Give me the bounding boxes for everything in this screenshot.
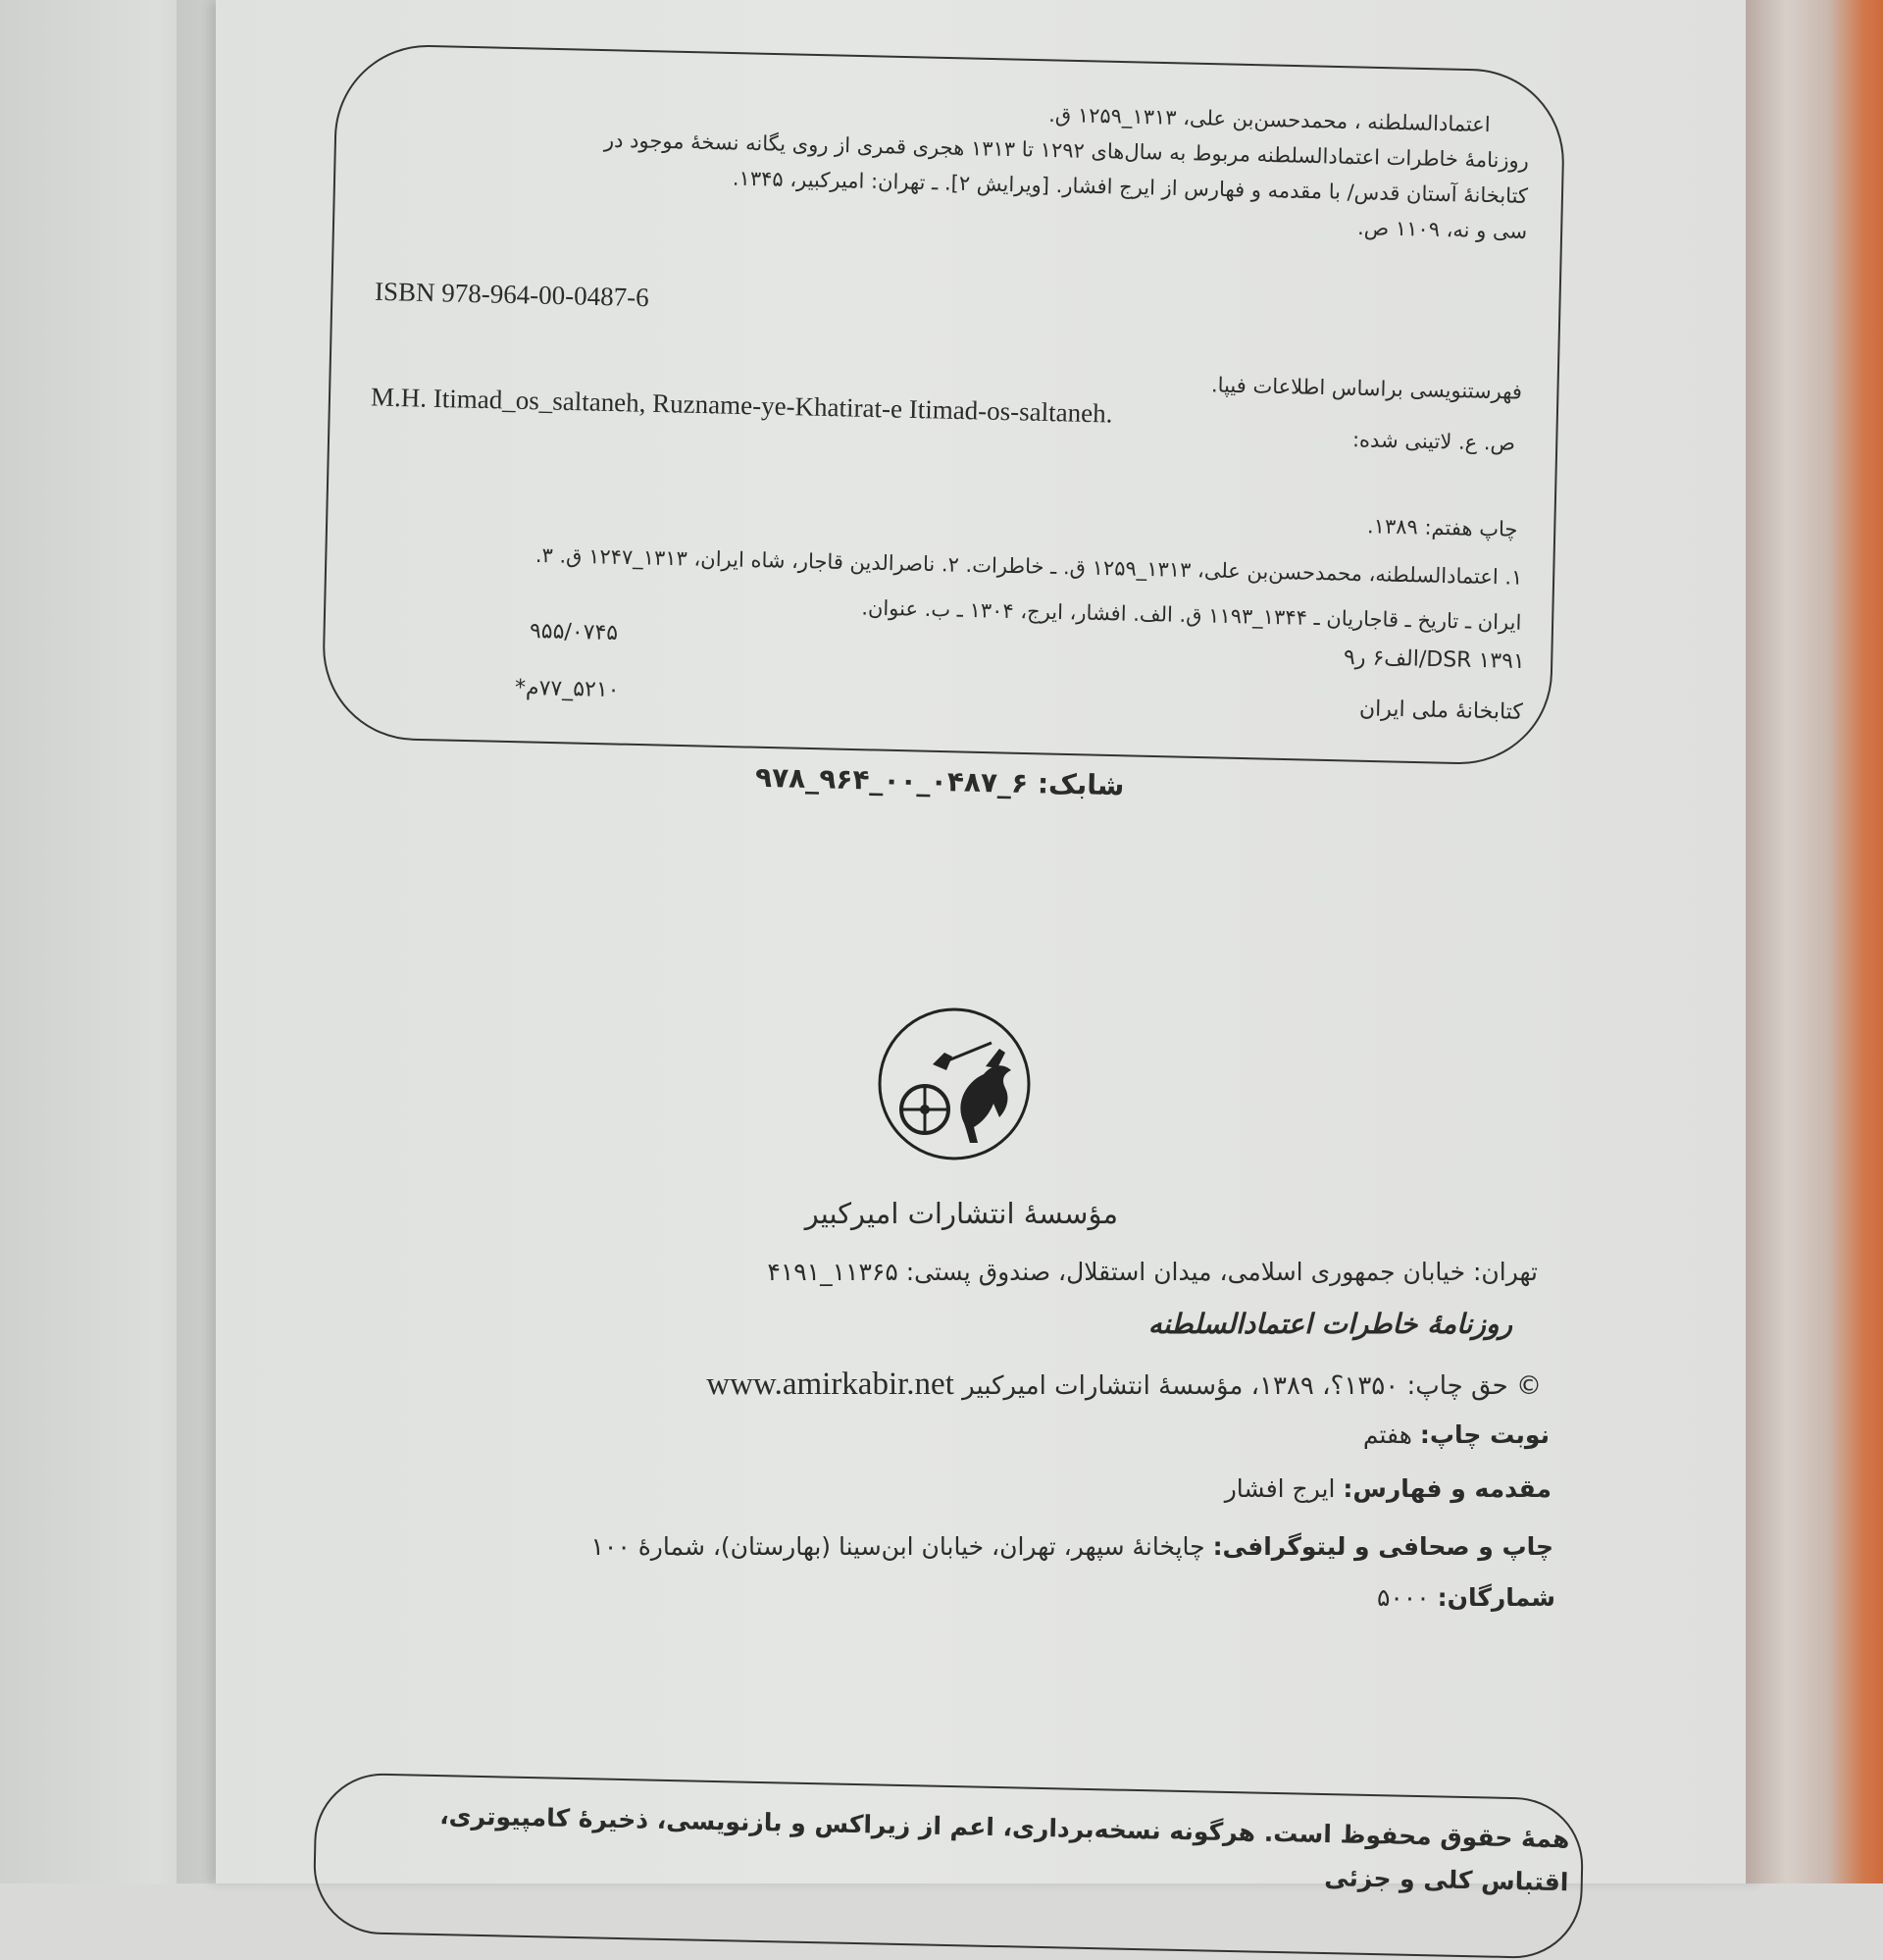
latin-title: M.H. Itimad_os_saltaneh, Ruzname-ye-Khatirat-e Itimad-os-saltaneh. [370,382,1113,429]
cip-title-line-1: روزنامهٔ خاطرات اعتمادالسلطنه مربوط به سال‌های ۱۲۹۲ تا ۱۳۱۳ هجری قمری از روی یگانه نسخهٔ موجود در [603,128,1530,173]
page-gutter-shadow [177,0,216,1883]
intro-value: ایرج افشار [1224,1474,1336,1503]
rights-line-2: اقتباس کلی و جزئی [1323,1863,1569,1897]
print-label: چاپ و صحافی و لیتوگرافی: [1212,1532,1553,1561]
print-run-value: ۵۰۰۰ [1376,1583,1430,1612]
intro-label: مقدمه و فهارس: [1343,1474,1552,1503]
copyright-line [706,1367,1542,1403]
publisher-address: تهران: خیابان جمهوری اسلامی، میدان استقلال، صندوق پستی: ۱۱۳۶۵_۴۱۹۱ [767,1258,1538,1286]
cip-header-block [350,81,1530,249]
publisher-name: مؤسسهٔ انتشارات امیرکبیر [804,1197,1118,1230]
library-name: کتابخانهٔ ملی ایران [1358,696,1524,725]
dewey-number: ۹۵۵/۰۷۴۵ [529,618,619,646]
fipa-note: فهرستنویسی براساس اطلاعات فیپا. [1210,373,1523,404]
cip-title-line-2: کتابخانهٔ آستان قدس/ با مقدمه و فهارس از ایرج افشار. [ویرایش ۲]. ـ تهران: امیرکبیر، ۱۳۴۵. [732,166,1529,208]
cip-author-line: اعتمادالسلطنه ، محمدحسن‌بن علی، ۱۳۱۳_۱۲۵۹ ق. [1047,102,1491,137]
edition-label: نوبت چاپ: [1419,1420,1550,1449]
subjects-line-1: ۱. اعتمادالسلطنه، محمدحسن‌بن علی، ۱۳۱۳_۱۲۵۹ ق. ـ خاطرات. ۲. ناصرالدین قاجار، شاه ایران، ۱۳۱۳_۱۲۴۷ ق. ۳. [534,542,1523,590]
edition-value: هفتم [1362,1420,1412,1449]
edition-info [1363,1420,1550,1449]
latin-title-label: ص. ع. لاتینی شده: [1351,428,1516,455]
intro-info [1225,1474,1552,1503]
rights-line-1: همهٔ حقوق محفوظ است. هرگونه نسخه‌برداری، اعم از زیراکس و بازنویسی، ذخیرهٔ کامپیوتری، [438,1801,1570,1854]
print-run-info [1377,1583,1555,1612]
national-number: ۵۲۱۰_۷۷م* [514,675,620,703]
book-cover-edge [1746,0,1883,1883]
cip-pages-line: سی و نه، ۱۱۰۹ ص. [1356,216,1528,243]
book-title: روزنامهٔ خاطرات اعتمادالسلطنه [1147,1308,1512,1340]
publisher-website: www.amirkabir.net [706,1367,954,1402]
amirkabir-chariot-logo-icon [876,1006,1033,1162]
edition-line: چاپ هفتم: ۱۳۸۹. [1366,514,1518,542]
subjects-line-2: ایران ـ تاریخ ـ قاجاریان ـ ۱۳۴۴_۱۱۹۳ ق. الف. افشار، ایرج، ۱۳۰۴ ـ ب. عنوان. [861,595,1522,635]
print-value: چاپخانهٔ سپهر، تهران، خیابان ابن‌سینا (بهارستان)، شمارهٔ ۱۰۰ [590,1532,1205,1561]
isbn-latin: ISBN 978-964-00-0487-6 [374,276,650,313]
lc-number: DSR ۱۳۹۱/الف۶ ر۹ [1343,645,1526,675]
copyright-text: © حق چاپ: ۱۳۵۰؟، ۱۳۸۹، مؤسسهٔ انتشارات امیرکبیر [962,1371,1542,1401]
print-info [590,1532,1553,1561]
print-run-label: شمارگان: [1437,1583,1555,1612]
shabak-isbn: شابک: ۶_۰۴۸۷_۰۰_۹۶۴_۹۷۸ [754,760,1125,802]
